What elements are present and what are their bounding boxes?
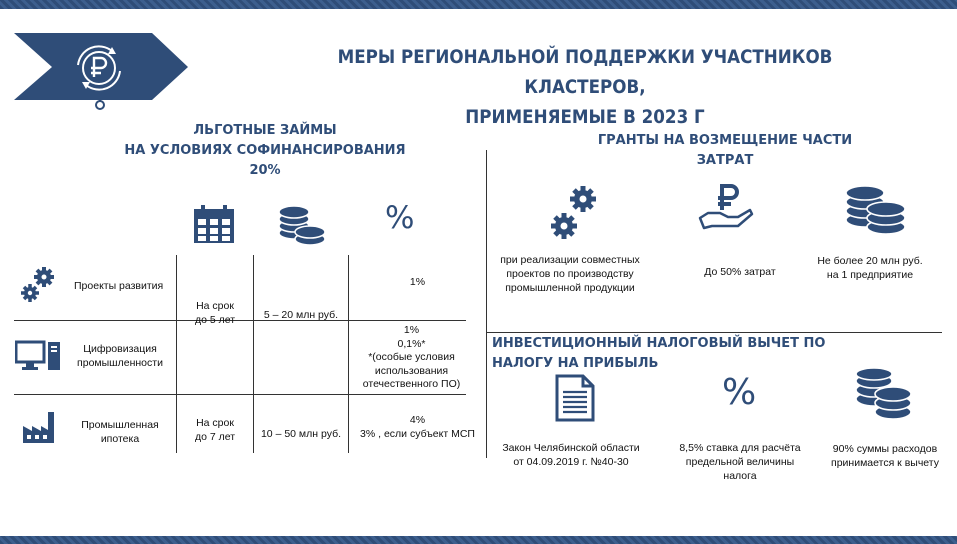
title-line-1: МЕРЫ РЕГИОНАЛЬНОЙ ПОДДЕРЖКИ УЧАСТНИКОВ КЛАСТЕРОВ, [337, 46, 833, 98]
grants-heading: ГРАНТЫ НА ВОЗМЕЩЕНИЕ ЧАСТИ ЗАТРАТ [597, 133, 853, 168]
page-title [334, 42, 836, 132]
term-5-years: На срок до 5 лет [194, 300, 236, 326]
percent-header: % [385, 200, 415, 236]
rate-mortgage: 4% 3% , если субъект МСП [360, 414, 475, 440]
tax-item-law: Закон Челябинской области от 04.09.2019 г. №40-30 [502, 442, 640, 468]
amount-5-20: 5 – 20 млн руб. [263, 309, 339, 321]
logo-banner [0, 0, 200, 120]
hand-ruble-icon [698, 180, 754, 237]
tax-heading: ИНВЕСТИЦИОННЫЙ НАЛОГОВЫЙ ВЫЧЕТ ПО НАЛОГУ НА ПРИБЫЛЬ [492, 336, 826, 371]
document-icon [555, 374, 595, 427]
row-label-digitalization: Цифровизация промышленности [77, 343, 163, 369]
term-7-years: На срок до 7 лет [194, 417, 236, 443]
rate-development: 1% [409, 276, 426, 288]
grant-item-20-mln: Не более 20 млн руб. на 1 предприятие [817, 255, 923, 281]
row-label-mortgage: Промышленная ипотека [81, 419, 159, 445]
loans-row-divider-2 [14, 394, 466, 395]
coins-stack-icon [276, 203, 328, 252]
ruble-exchange-icon [70, 45, 128, 91]
tax-item-rate: 8,5% ставка для расчёта предельной величины налога [679, 442, 801, 482]
coins-stack-icon [843, 180, 909, 241]
loans-heading-line-2: НА УСЛОВИЯХ СОФИНАНСИРОВАНИЯ 20% [124, 143, 406, 178]
gears-icon [546, 184, 602, 249]
factory-icon [22, 410, 58, 449]
amount-10-50: 10 – 50 млн руб. [260, 428, 342, 440]
title-line-2: ПРИМЕНЯЕМЫЕ В 2023 Г [465, 106, 705, 128]
section-divider-vertical [486, 150, 487, 458]
rate-digitalization: 1% 0,1%* *(особые условия использования отечественного ПО) [362, 324, 461, 390]
tax-item-90-percent: 90% суммы расходов принимается к вычету [831, 443, 939, 469]
grant-item-50-percent: До 50% затрат [704, 266, 776, 278]
gears-icon [18, 266, 58, 309]
section-divider-horizontal [487, 332, 942, 333]
loans-heading [110, 121, 420, 181]
bottom-stripe-band [0, 536, 957, 544]
calendar-icon [193, 204, 235, 249]
coins-stack-icon [853, 366, 915, 427]
row-label-development: Проекты развития [74, 280, 164, 292]
loans-col-divider-2 [253, 255, 254, 453]
percent-icon: % [722, 372, 757, 413]
loans-heading-line-1: ЛЬГОТНЫЕ ЗАЙМЫ [193, 123, 337, 138]
grant-item-joint-projects: при реализации совместных проектов по производству промышленной продукции [500, 254, 640, 294]
